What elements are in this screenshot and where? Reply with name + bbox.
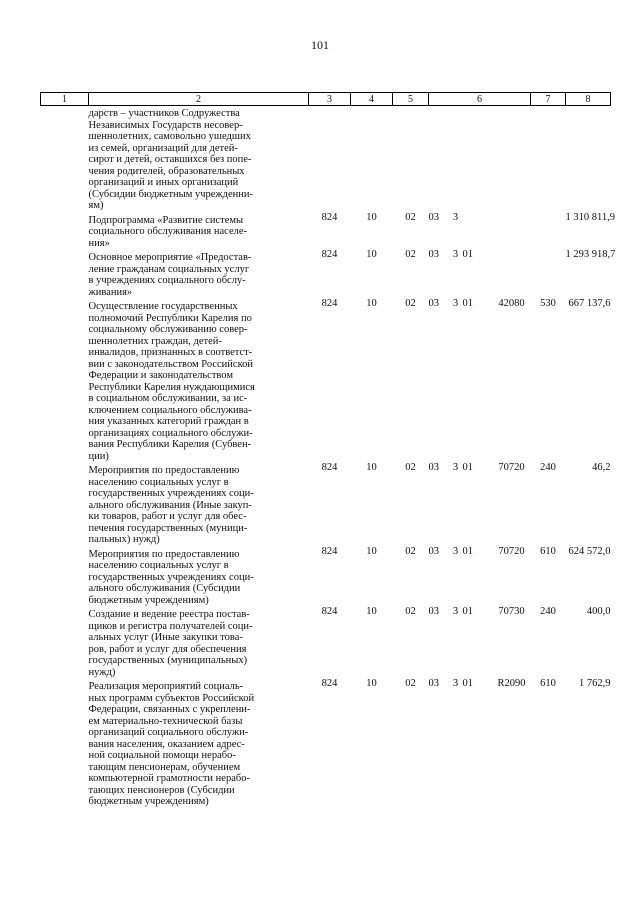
header-col-1: 1 [41,93,89,106]
row-program-code: 03 [428,249,439,260]
header-col-3: 3 [309,93,351,106]
row-subsection-code: 02 [405,606,416,617]
table-body [41,106,616,808]
row-amount: 1 762,9 [579,678,611,689]
row-section-code [351,106,393,212]
row-direction-code [493,212,531,250]
row-number-cell [41,606,89,678]
row-section-code: 10 [366,249,377,260]
row-program-code: 03 [428,606,439,617]
row-program-code: 03 [428,462,439,473]
row-subprogram-code: 3 [452,298,459,309]
row-direction-code [493,106,531,212]
row-subprogram-code: 3 [452,678,459,689]
table-row [41,462,611,546]
row-ministry-code: 824 [321,211,338,223]
row-subprogram-code: 3 [452,462,459,473]
row-direction-code: 70720 [498,545,525,557]
header-col-2: 2 [89,93,309,106]
row-expense-type-code [531,249,566,298]
row-number-cell [41,678,89,808]
row-name: Осуществление государственных полномочий Республики Карелия по социальному обслуживанию совер- шеннолетних граждан, детей- инвалидов, признанных в соответст- вии с законодательством Российской Федерации и законодательством Республики Карелия нуждающимися в социальном обслуживании, за ис- ключением социального обслужива- ния указанных категорий граждан в организациях социального обслужи- вания Республики Карелия (Субвен- ции) [88,301,255,462]
row-subsection-code: 02 [405,545,416,557]
row-number-cell [41,106,89,212]
row-event-code: 01 [462,249,473,260]
row-direction-code: R2090 [497,678,526,689]
row-section-code: 10 [366,211,377,223]
row-subsection-code: 02 [405,211,416,223]
row-ministry-code [309,106,351,212]
row-amount: 1 293 918,7 [565,249,616,260]
row-event-code: 01 [462,298,473,309]
row-subprogram-code: 3 [452,545,459,557]
row-amount: 667 137,6 [568,298,611,309]
row-expense-type-code [531,212,566,250]
row-subsection-code: 02 [405,298,416,309]
row-subsection-code: 02 [405,678,416,689]
header-col-7: 7 [531,93,566,106]
row-name: Создание и ведение реестра постав- щиков и регистра получателей соци- альных услуг (Иные закупки това- ров, работ и услуг для обеспечения государственных (муниципальных) нужд) [88,609,253,678]
row-subprogram-code: 3 [452,211,459,223]
row-name: Основное мероприятие «Предостав- ление гражданам социальных услуг в учреждениях социального обслу- живания» [88,252,252,298]
row-event-code: 01 [462,678,473,689]
row-section-code: 10 [366,606,377,617]
row-ministry-code: 824 [321,678,338,689]
row-event-code: 01 [462,545,473,557]
row-subprogram-code [449,106,463,212]
row-program-code: 03 [428,545,439,557]
row-amount: 46,2 [592,462,611,473]
row-name: Подпрограмма «Развитие системы социального обслуживания населе- ния» [88,214,247,249]
row-expense-type-code: 240 [540,462,556,473]
row-expense-type-code: 610 [540,678,556,689]
row-name: Мероприятия по предоставлению населению социальных услуг в государственных учреждениях соци- ального обслуживания (Субсидии бюджетным учреждениям) [88,548,254,606]
table-row [41,298,611,462]
header-col-4: 4 [351,93,393,106]
row-expense-type-code: 610 [540,545,556,557]
row-direction-code [493,249,531,298]
row-subsection-code: 02 [405,462,416,473]
row-number-cell [41,462,89,546]
header-col-6: 6 [429,93,531,106]
row-subprogram-code: 3 [452,249,459,260]
row-name: Реализация мероприятий социаль- ных программ субъектов Российской Федерации, связанных с укреплени- ем материально-технической базы организаций социального обслужи- вания населения, оказанием адрес- ной социальной помощи нерабо- тающим пенсионерам, обучением компьютерной грамотности нерабо- тающих пенсионеров (Субсидии бюджетным учреждениям) [88,681,255,807]
row-expense-type-code: 530 [540,298,556,309]
table-row [41,249,611,298]
row-name: Мероприятия по предоставлению населению социальных услуг в государственных учреждениях соци- ального обслуживания (Иные закуп- ки товаров, работ и услуг для обес- печения государственных (муници- пальных) нужд) [88,465,254,545]
row-number-cell [41,298,89,462]
row-direction-code: 42080 [498,298,525,309]
row-section-code: 10 [366,545,377,557]
row-event-code [463,106,493,212]
row-section-code: 10 [366,678,377,689]
budget-table [40,92,616,808]
row-subprogram-code: 3 [452,606,459,617]
row-direction-code: 70730 [498,606,525,617]
table-row [41,678,611,808]
row-number-cell [41,212,89,250]
row-name: дарств – участников Содружества Независимых Государств несовер- шеннолетних, самовольно ушедших из семей, организаций для детей- сирот и детей, оставшихся без попе- чения родителей, образовательных организаций и иных организаций (Субсидии бюджетным учрежденни- ям) [88,108,254,211]
table-row [41,212,611,250]
row-program-code: 03 [428,211,439,223]
row-number-cell [41,249,89,298]
row-program-code: 03 [428,678,439,689]
row-amount: 624 572,0 [568,545,611,557]
table-row [41,606,611,678]
table-row [41,106,611,212]
row-ministry-code: 824 [321,606,338,617]
header-row [41,93,611,106]
row-ministry-code: 824 [321,462,338,473]
row-direction-code: 70720 [498,462,525,473]
row-expense-type-code: 240 [540,606,556,617]
row-amount: 1 310 811,9 [565,211,615,223]
row-subsection-code: 02 [405,249,416,260]
row-program-code [429,106,449,212]
row-event-code [463,212,493,250]
row-section-code: 10 [366,462,377,473]
row-subsection-code [393,106,429,212]
row-amount: 400,0 [586,606,611,617]
row-amount [566,106,611,212]
row-ministry-code: 824 [321,249,338,260]
row-ministry-code: 824 [321,545,338,557]
row-event-code: 01 [462,462,473,473]
row-expense-type-code [531,106,566,212]
page-number: 101 [311,38,329,52]
row-event-code: 01 [462,606,473,617]
row-program-code: 03 [428,298,439,309]
header-col-5: 5 [393,93,429,106]
row-section-code: 10 [366,298,377,309]
header-col-8: 8 [566,93,611,106]
table-row [41,546,611,607]
row-ministry-code: 824 [321,298,338,309]
row-number-cell [41,546,89,607]
